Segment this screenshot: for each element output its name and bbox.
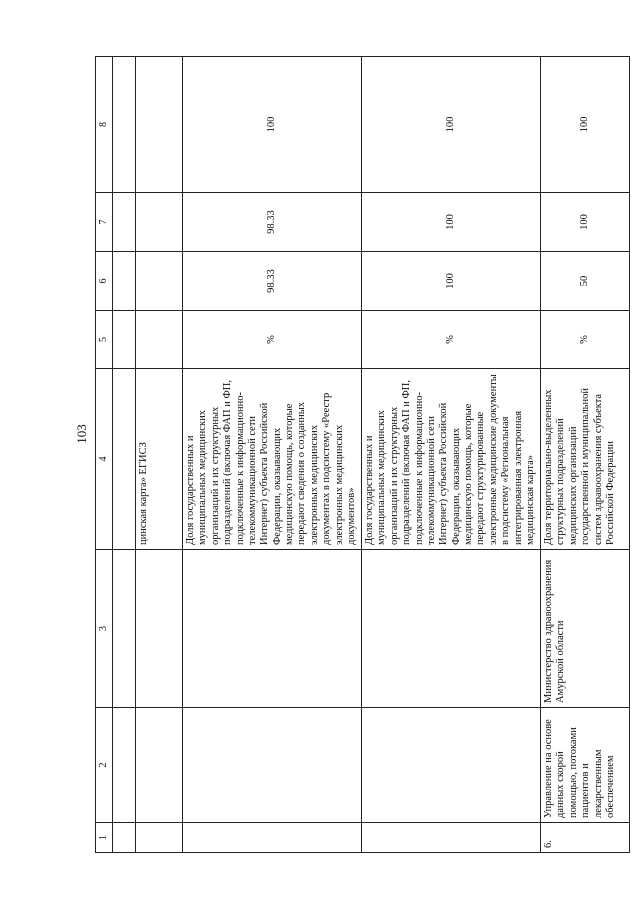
cell-direction: Управление на основе данных скорой помощью, потоками пациентов и лекарственным обеспечением <box>541 708 630 823</box>
header-cell-3: 3 <box>96 550 113 708</box>
header-cell-7: 7 <box>96 193 113 252</box>
header-cell-6: 6 <box>96 252 113 311</box>
cell-value-6: 98.33 <box>183 252 362 311</box>
cell-responsible: Министерство здравоохранения Амурской области <box>541 550 630 708</box>
cell-direction <box>136 708 183 823</box>
cell-indicator: Доля государственных и муниципальных медицинских организаций и их структурных подразделений (включая ФАП и ФП, подключенные к информационно-телекоммуникационной сети Интернет) субъекта Российской Федерации, оказывающих медицинскую помощь, которые передают структурированные электронные медицинские документы в подсистему «Региональная интегрированная электронная медицинская карта» <box>362 369 541 550</box>
cell-indicator: цинская карта» ЕГИСЗ <box>136 369 183 550</box>
cell-indicator: Доля территориально-выделенных структурных подразделений медицинских организаций государственной и муниципальной систем здравоохранения субъекта Российской Федерации <box>541 369 630 550</box>
header-cell-4: 4 <box>96 369 113 550</box>
rotated-sheet <box>95 57 616 853</box>
cell-responsible <box>362 550 541 708</box>
cell-value-7 <box>136 193 183 252</box>
page-number: 103 <box>74 424 89 444</box>
cell-value-7: 100 <box>362 193 541 252</box>
cell-unit: % <box>541 311 630 369</box>
cell-responsible <box>183 550 362 708</box>
header-cell-2: 2 <box>96 708 113 823</box>
cell-value-8: 100 <box>541 57 630 193</box>
data-table <box>95 56 630 853</box>
cell-value-8: 100 <box>183 57 362 193</box>
cell-num <box>183 823 362 853</box>
cell-num: 6. <box>541 823 630 853</box>
cell-unit: % <box>183 311 362 369</box>
cell-direction <box>183 708 362 823</box>
table-row <box>362 57 541 853</box>
cell-value-8 <box>136 57 183 193</box>
cell-indicator: Доля государственных и муниципальных медицинских организаций и их структурных подразделений (включая ФАП и ФП, подключенные к информационно-телекоммуникационной сети Интернет) субъекта Российской Федерации, оказывающих медицинскую помощь, которые передают сведения о созданных электронных медицинских документах в подсистему «Реестр электронных медицинских документов» <box>183 369 362 550</box>
header-cell-8: 8 <box>96 57 113 193</box>
cell-direction <box>362 708 541 823</box>
cell-value-6: 100 <box>362 252 541 311</box>
cell-num <box>136 823 183 853</box>
table-row <box>183 57 362 853</box>
cell-value-7: 100 <box>541 193 630 252</box>
cell-unit: % <box>362 311 541 369</box>
header-cell-1: 1 <box>96 823 113 853</box>
cell-value-8: 100 <box>362 57 541 193</box>
cell-num <box>362 823 541 853</box>
table-row <box>541 57 630 853</box>
header-row <box>96 57 113 853</box>
table-row <box>136 57 183 853</box>
cell-value-6 <box>136 252 183 311</box>
spacer-row <box>113 57 136 853</box>
header-cell-5: 5 <box>96 311 113 369</box>
cell-unit <box>136 311 183 369</box>
cell-responsible <box>136 550 183 708</box>
cell-value-7: 98.33 <box>183 193 362 252</box>
cell-value-6: 50 <box>541 252 630 311</box>
table-container <box>95 57 616 853</box>
